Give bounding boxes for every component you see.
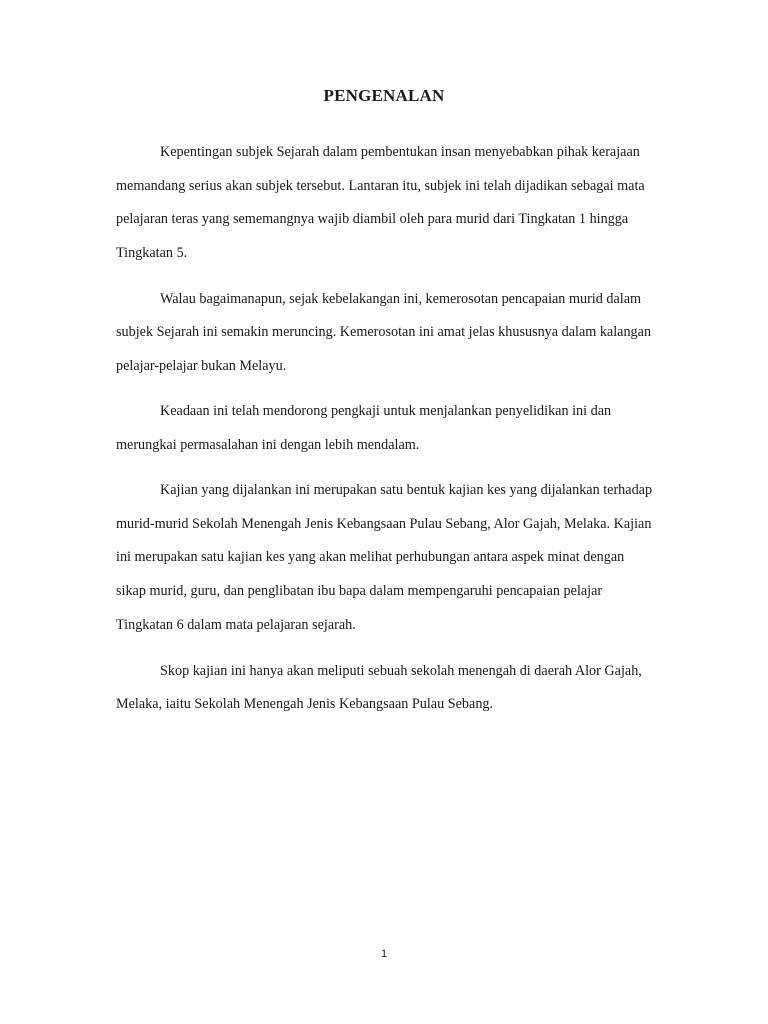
page-title: PENGENALAN: [323, 86, 445, 105]
paragraph-2-line-3: pelajar-pelajar bukan Melayu.: [116, 358, 287, 374]
paragraph-3-line-1: Keadaan ini telah mendorong pengkaji untuk menjalankan penyelidikan ini dan: [160, 403, 612, 419]
paragraph-4-line-3: ini merupakan satu kajian kes yang akan melihat perhubungan antara aspek minat dengan: [116, 549, 625, 565]
paragraph-4-line-1: Kajian yang dijalankan ini merupakan satu bentuk kajian kes yang dijalankan terhadap: [160, 482, 653, 498]
paragraph-5-line-2: Melaka, iaitu Sekolah Menengah Jenis Kebangsaan Pulau Sebang.: [116, 696, 494, 712]
paragraph-5-line-1: Skop kajian ini hanya akan meliputi sebuah sekolah menengah di daerah Alor Gajah,: [160, 663, 642, 679]
paragraph-1-line-4: Tingkatan 5.: [116, 245, 188, 261]
paragraph-4-line-2: murid-murid Sekolah Menengah Jenis Kebangsaan Pulau Sebang, Alor Gajah, Melaka. Kajian: [116, 516, 652, 532]
paragraph-1-line-3: pelajaran teras yang sememangnya wajib diambil oleh para murid dari Tingkatan 1 hingga: [116, 211, 629, 227]
paragraph-2-line-2: subjek Sejarah ini semakin meruncing. Kemerosotan ini amat jelas khususnya dalam kalangan: [116, 324, 652, 340]
paragraph-1-line-1: Kepentingan subjek Sejarah dalam pembentukan insan menyebabkan pihak kerajaan: [160, 144, 640, 160]
paragraph-1-line-2: memandang serius akan subjek tersebut. Lantaran itu, subjek ini telah dijadikan sebagai mata: [116, 178, 645, 194]
paragraph-3-line-2: merungkai permasalahan ini dengan lebih mendalam.: [116, 437, 420, 453]
paragraph-4-line-5: Tingkatan 6 dalam mata pelajaran sejarah.: [116, 617, 356, 633]
page-number: 1: [380, 948, 388, 960]
paragraph-4-line-4: sikap murid, guru, dan penglibatan ibu bapa dalam mempengaruhi pencapaian pelajar: [116, 583, 603, 599]
paragraph-2-line-1: Walau bagaimanapun, sejak kebelakangan ini, kemerosotan pencapaian murid dalam: [160, 291, 642, 307]
